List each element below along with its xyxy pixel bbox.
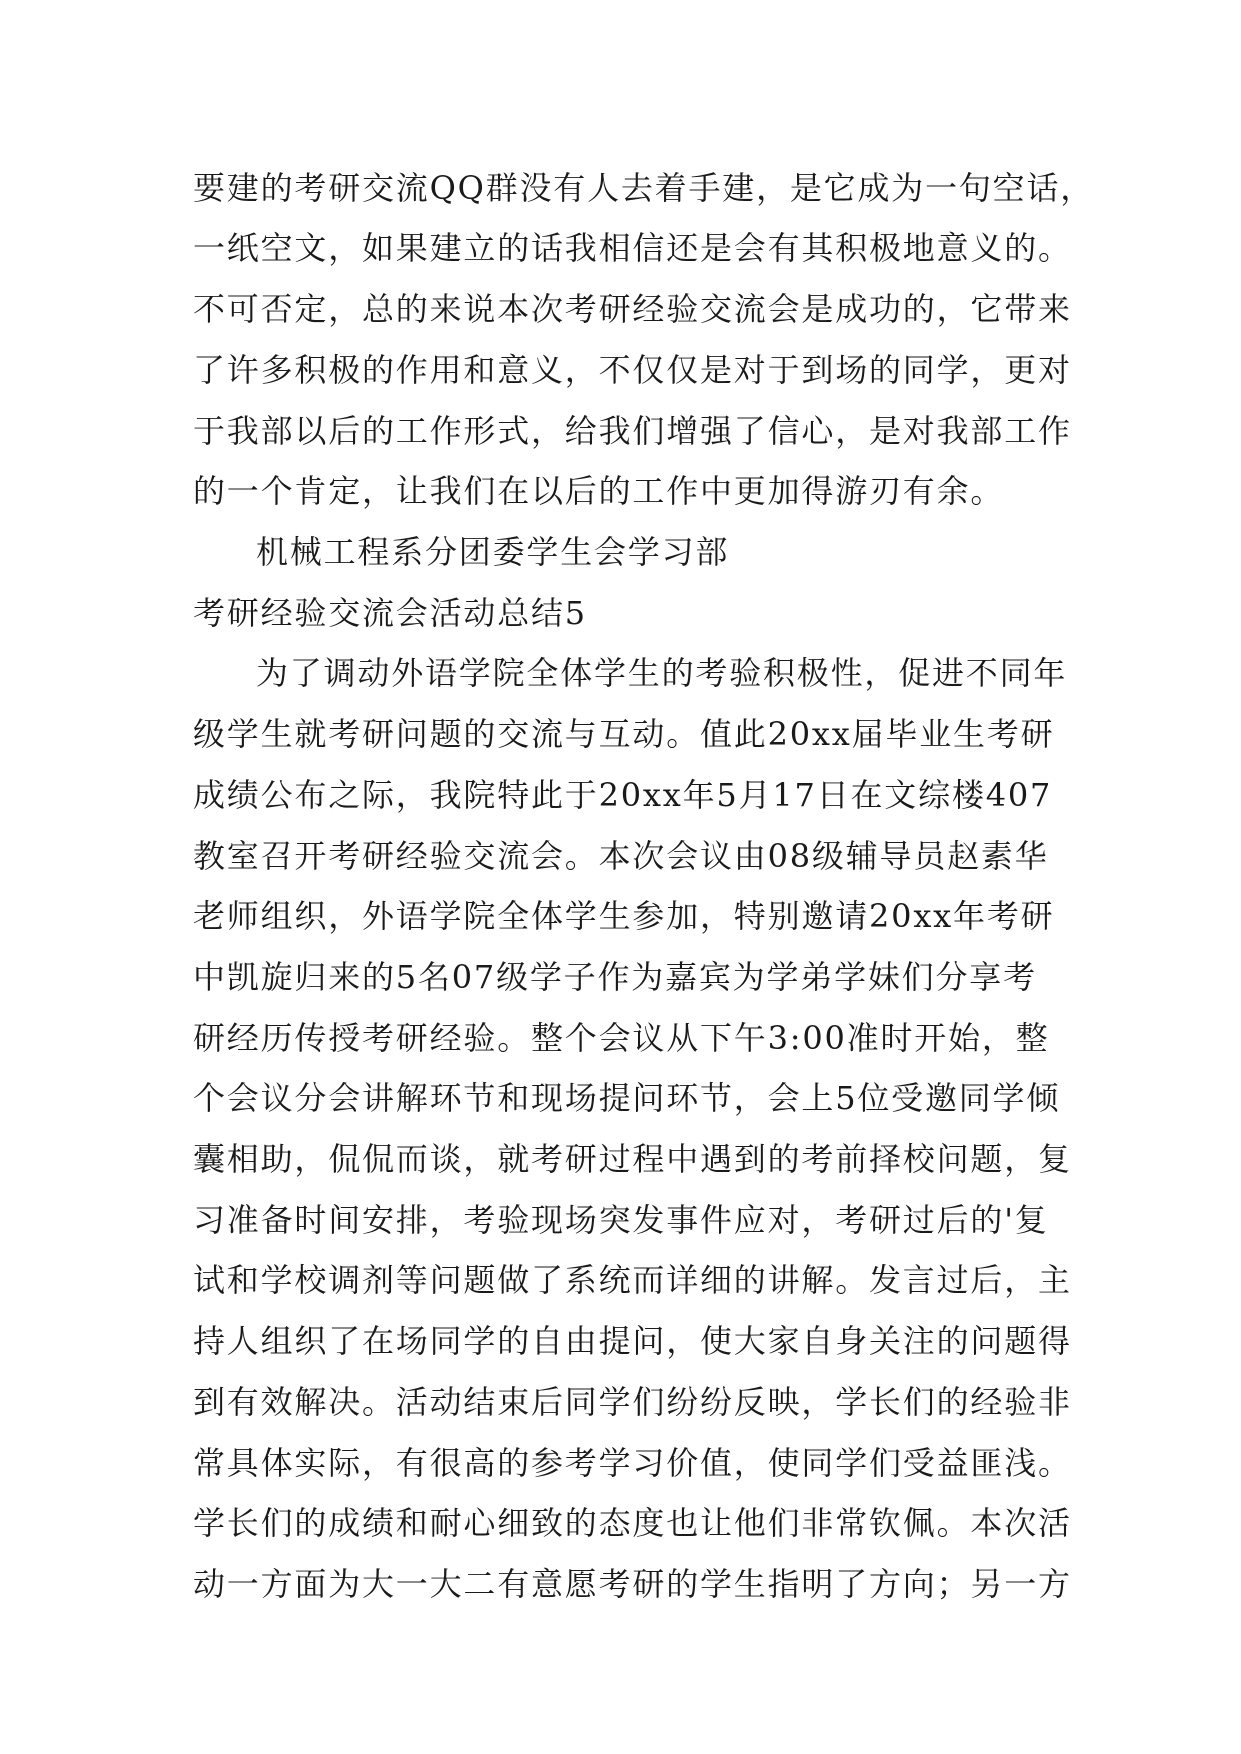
body-line: 动一方面为大一大二有意愿考研的学生指明了方向；另一方 xyxy=(193,1565,1072,1603)
body-line: 一纸空文，如果建立的话我相信还是会有其积极地意义的。 xyxy=(193,229,1072,267)
section-heading: 考研经验交流会活动总结5 xyxy=(193,594,587,632)
body-line: 的一个肯定，让我们在以后的工作中更加得游刃有余。 xyxy=(193,472,1005,510)
body-line: 教室召开考研经验交流会。本次会议由08级辅导员赵素华 xyxy=(193,837,1049,875)
body-line: 老师组织，外语学院全体学生参加，特别邀请20xx年考研 xyxy=(193,897,1055,935)
body-line: 囊相助，侃侃而谈，就考研过程中遇到的考前择校问题，复 xyxy=(193,1140,1072,1178)
body-line: 常具体实际，有很高的参考学习价值，使同学们受益匪浅。 xyxy=(193,1444,1072,1482)
body-line: 持人组织了在场同学的自由提问，使大家自身关注的问题得 xyxy=(193,1322,1072,1360)
body-line: 个会议分会讲解环节和现场提问环节，会上5位受邀同学倾 xyxy=(193,1079,1061,1117)
body-line: 于我部以后的工作形式，给我们增强了信心，是对我部工作 xyxy=(193,412,1072,450)
body-line: 级学生就考研问题的交流与互动。值此20xx届毕业生考研 xyxy=(193,715,1055,753)
body-line: 学长们的成绩和耐心细致的态度也让他们非常钦佩。本次活 xyxy=(193,1504,1072,1542)
body-line: 不可否定，总的来说本次考研经验交流会是成功的，它带来 xyxy=(193,290,1072,328)
body-line: 研经历传授考研经验。整个会议从下午3:00准时开始，整 xyxy=(193,1019,1050,1057)
body-line: 到有效解决。活动结束后同学们纷纷反映，学长们的经验非 xyxy=(193,1383,1072,1421)
body-line: 为了调动外语学院全体学生的考验积极性，促进不同年 xyxy=(256,654,1068,692)
body-line: 要建的考研交流QQ群没有人去着手建，是它成为一句空话， xyxy=(193,169,1095,207)
body-line: 试和学校调剂等问题做了系统而详细的讲解。发言过后，主 xyxy=(193,1261,1072,1299)
body-line: 了许多积极的作用和意义，不仅仅是对于到场的同学，更对 xyxy=(193,351,1072,389)
body-line: 习准备时间安排，考验现场突发事件应对，考研过后的'复 xyxy=(193,1201,1049,1239)
body-line: 中凯旋归来的5名07级学子作为嘉宾为学弟学妹们分享考 xyxy=(193,958,1037,996)
body-line: 成绩公布之际，我院特此于20xx年5月17日在文综楼407 xyxy=(193,776,1053,814)
signature-line: 机械工程系分团委学生会学习部 xyxy=(256,533,730,571)
